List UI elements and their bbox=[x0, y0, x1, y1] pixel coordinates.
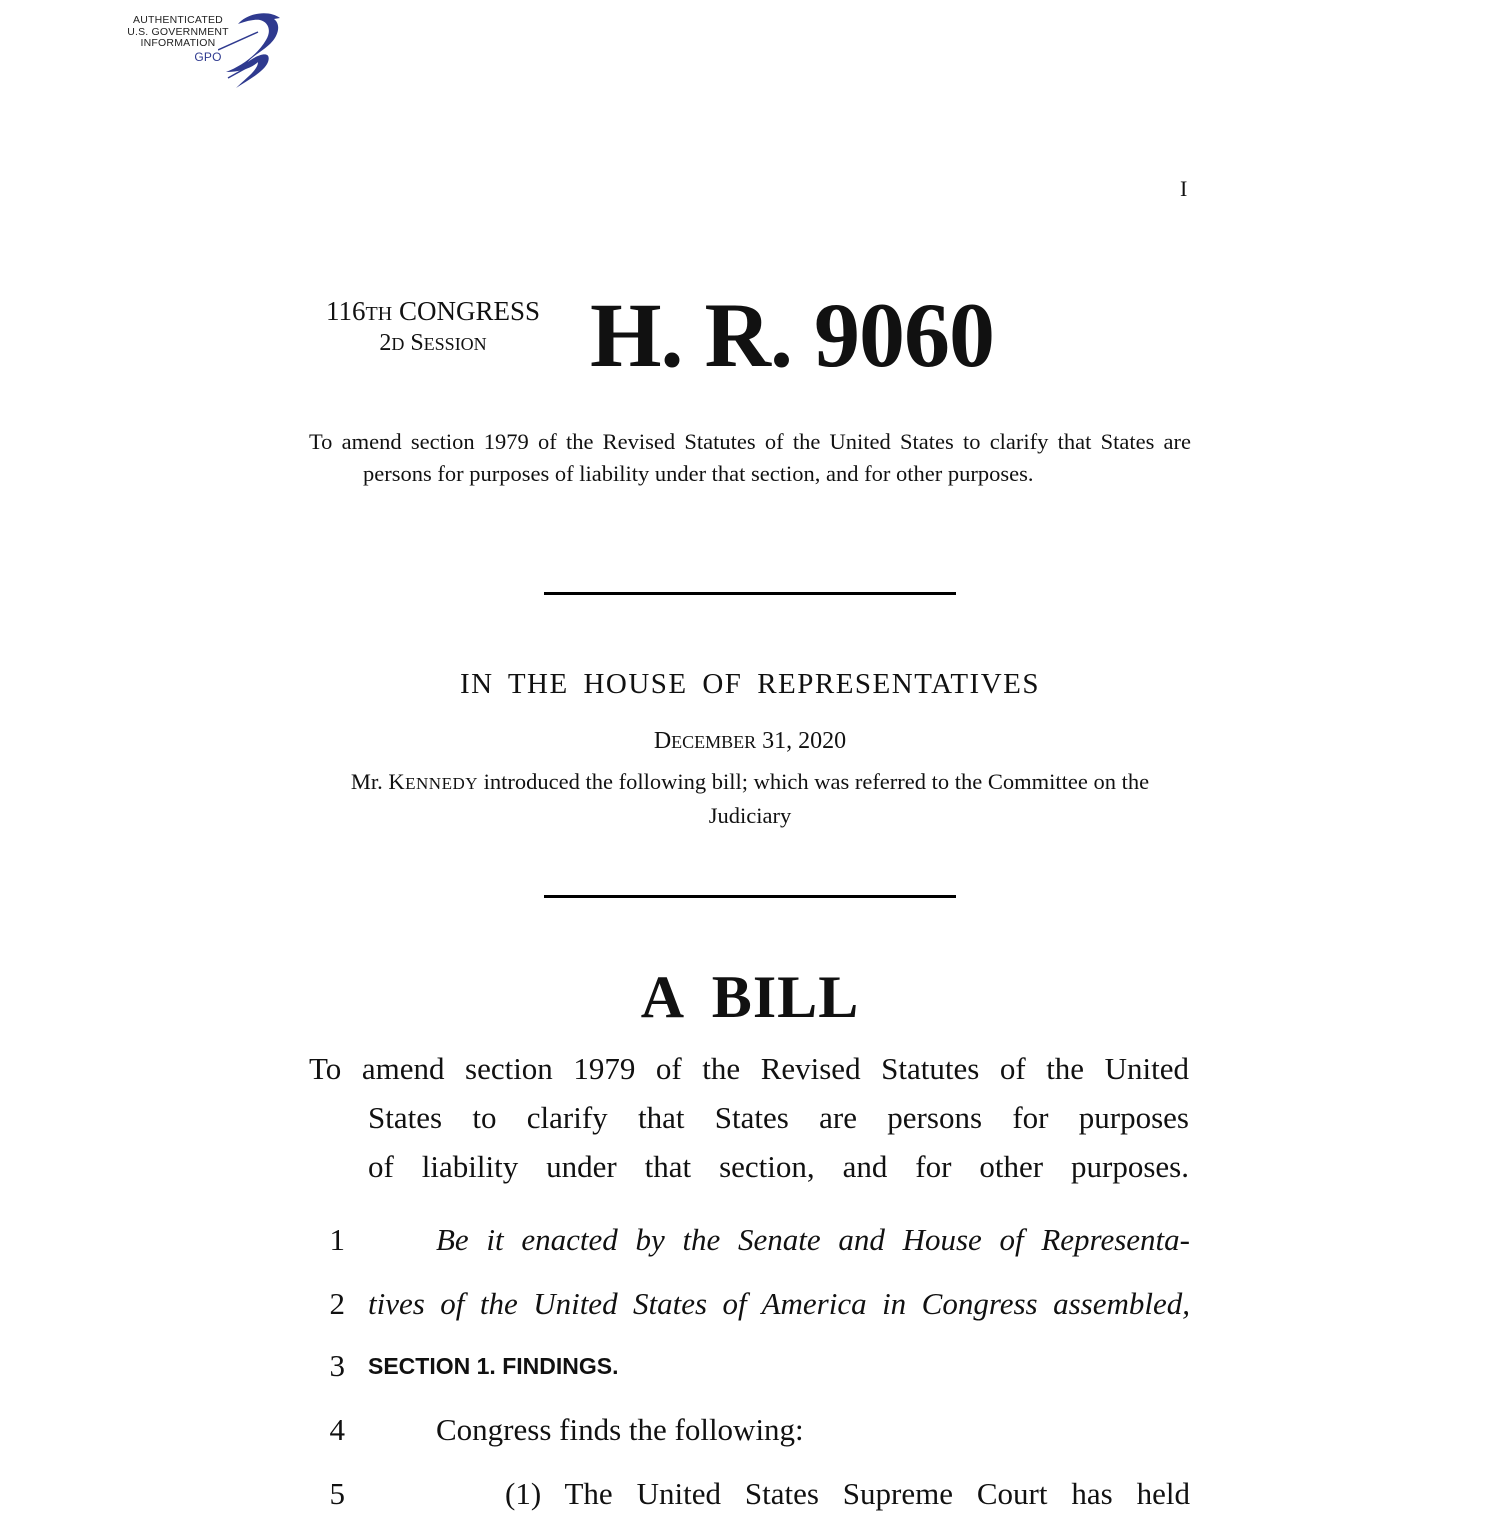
finding-1: (1) The United States Supreme Court has held bbox=[505, 1476, 1190, 1511]
gpo-authenticated-logo bbox=[118, 10, 288, 90]
line-number: 1 bbox=[329, 1222, 345, 1257]
introduction-statement bbox=[340, 766, 1160, 832]
body-line bbox=[300, 1474, 1190, 1514]
logo-agency: GPO bbox=[194, 49, 222, 64]
date-month: DECEMBER bbox=[653, 728, 757, 754]
congress-number: 116 bbox=[326, 296, 366, 326]
page-marker: I bbox=[1180, 176, 1188, 201]
logo-line-2: U.S. GOVERNMENT bbox=[127, 25, 229, 38]
introduction-date bbox=[0, 728, 1500, 755]
bill-heading: A BILL bbox=[640, 964, 860, 1030]
sponsor-title: Mr. bbox=[350, 769, 389, 794]
line-number: 2 bbox=[329, 1286, 345, 1321]
date-day-year: 31, 2020 bbox=[756, 728, 847, 754]
session-ordinal: D bbox=[391, 334, 405, 354]
session-label bbox=[308, 330, 558, 357]
session-number: 2 bbox=[379, 330, 392, 356]
long-title-line-3: of liability under that section, and for other purposes. bbox=[368, 1149, 1189, 1184]
divider-rule bbox=[544, 895, 956, 898]
body-line bbox=[300, 1410, 1190, 1450]
long-title bbox=[309, 1044, 1189, 1191]
body-line bbox=[300, 1220, 1190, 1260]
session-word bbox=[410, 330, 486, 356]
congress-word: CONGRESS bbox=[398, 296, 540, 326]
enacting-clause-continued: tives of the United States of America in Congress assembled, bbox=[368, 1286, 1190, 1321]
divider-rule bbox=[544, 592, 956, 595]
long-title-line-1: To amend section 1979 of the Revised Statutes of the United bbox=[309, 1051, 1189, 1086]
section-heading: SECTION 1. FINDINGS. bbox=[368, 1353, 619, 1379]
body-line bbox=[300, 1346, 1190, 1386]
referral-text: introduced the following bill; which was referred to the Committee on the Judiciary bbox=[478, 769, 1150, 828]
long-title-line-2: States to clarify that States are persons for purposes bbox=[368, 1100, 1189, 1135]
body-line bbox=[300, 1284, 1190, 1324]
logo-line-3: INFORMATION bbox=[140, 37, 216, 49]
line-number: 4 bbox=[329, 1412, 345, 1447]
short-title bbox=[309, 426, 1191, 490]
short-title-text bbox=[309, 426, 1191, 490]
logo-line-1: AUTHENTICATED bbox=[133, 14, 223, 26]
congress-ordinal: TH bbox=[365, 303, 393, 325]
congress-session-block bbox=[308, 295, 558, 357]
chamber-heading: IN THE HOUSE OF REPRESENTATIVES bbox=[460, 668, 1040, 700]
sponsor-name: KENNEDY bbox=[388, 769, 479, 794]
bill-number: H. R. 9060 bbox=[590, 284, 994, 386]
short-title-rest: clarify that States are persons for purposes of liability under that section, and for other purposes. bbox=[363, 429, 1192, 486]
line-number: 3 bbox=[329, 1348, 345, 1383]
eagle-icon bbox=[218, 10, 288, 90]
short-title-line-1: To amend section 1979 of the Revised Statutes of the United States to bbox=[309, 429, 981, 454]
session-word-text: SESSION bbox=[410, 330, 487, 356]
line-number: 5 bbox=[329, 1476, 345, 1511]
congress-label bbox=[308, 295, 558, 330]
findings-intro: Congress finds the following: bbox=[436, 1412, 804, 1447]
enacting-clause: Be it enacted by the Senate and House of Representa- bbox=[436, 1222, 1190, 1257]
